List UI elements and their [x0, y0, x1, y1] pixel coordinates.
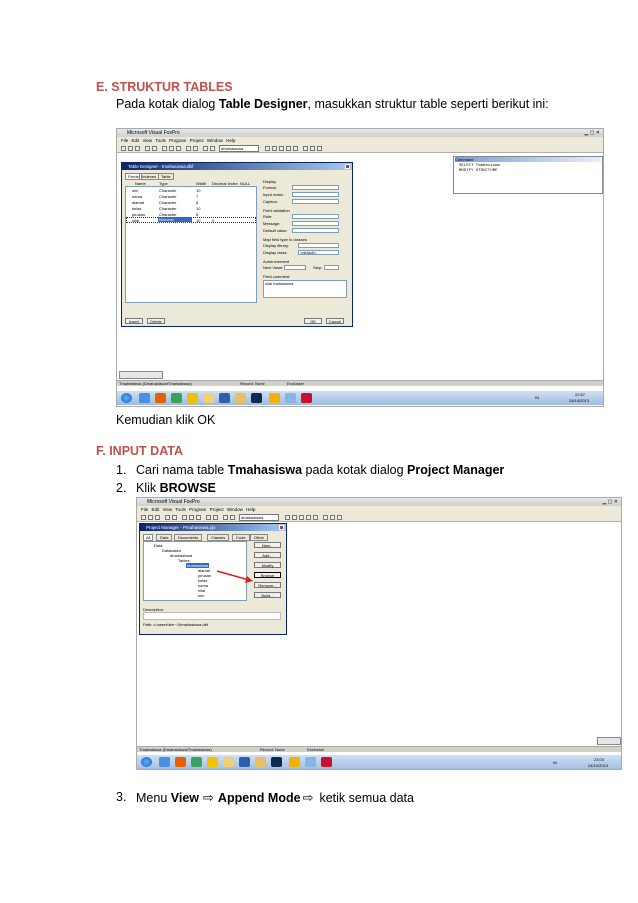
command-title: Command [455, 157, 601, 162]
col-width: Width [196, 181, 207, 186]
tab-other[interactable]: Other [250, 534, 268, 541]
description-label: Description: [143, 607, 165, 612]
open-icon[interactable] [128, 146, 133, 151]
tab-documents[interactable]: Documents [174, 534, 202, 541]
ie-icon[interactable] [139, 393, 150, 403]
status-mid: Record: None [240, 381, 265, 386]
caption-field[interactable] [292, 199, 339, 204]
firefox-icon[interactable] [175, 757, 186, 767]
save-icon[interactable] [135, 146, 140, 151]
after-shot1-text: Kemudian klik OK [116, 413, 216, 427]
step3-number: 3. [116, 790, 127, 804]
field-type: Character [159, 200, 177, 205]
arrow-to-browse-icon [215, 569, 255, 585]
intro-prefix: Pada kotak dialog [116, 97, 219, 111]
col-decimal: Decimal [212, 181, 227, 186]
step1-bold-table: Tmahasiswa [227, 463, 303, 477]
taskbar-language[interactable]: IN [553, 760, 557, 765]
save-icon[interactable] [155, 515, 160, 520]
status-bar [117, 380, 603, 386]
intro-suffix: , masukkan struktur table seperti berikut ini: [307, 97, 549, 111]
paint-icon[interactable] [305, 757, 316, 767]
col-name: Name [135, 181, 146, 186]
field-width: 10 [196, 218, 201, 223]
step1-text [136, 463, 504, 477]
menubar[interactable]: File Edit View Tools Program Project Window Help [117, 137, 603, 144]
tree-item[interactable]: Databases [162, 548, 182, 553]
explorer-icon[interactable] [235, 393, 246, 403]
start-orb-icon[interactable] [141, 757, 152, 767]
step3-bold-append: Append Mode [217, 791, 301, 805]
section-e-heading: E. STRUKTUR TABLES [96, 80, 233, 94]
input-mask-field[interactable] [292, 192, 339, 197]
step3-suffix: ketik semua data [319, 791, 414, 805]
tab-fields[interactable]: Fields [125, 173, 142, 180]
tab-indexes[interactable]: Indexes [139, 173, 159, 180]
status-bar [137, 746, 621, 752]
field-type: Character [159, 188, 177, 193]
next-value-label: Next Value: [263, 265, 284, 270]
step3-bold-view: View [170, 791, 200, 805]
tab-code[interactable]: Code [232, 534, 250, 541]
modify-icon[interactable] [210, 146, 215, 151]
field-name: kelas [132, 206, 142, 211]
foxpro-icon[interactable] [289, 757, 300, 767]
paste-icon[interactable] [196, 515, 201, 520]
command-line: SELECT Tmahasiswa [459, 164, 500, 168]
ok-button[interactable]: OK [304, 318, 322, 324]
builder-icon[interactable] [303, 146, 308, 151]
tree-item[interactable]: jurusan [198, 573, 212, 578]
field-type: Character [159, 206, 177, 211]
paste-icon[interactable] [176, 146, 181, 151]
screenshot-project-manager [136, 497, 622, 770]
step1-mid: pada kotak dialog [302, 463, 408, 477]
run-icon[interactable] [223, 515, 228, 520]
field-type-selected[interactable]: Numeric [158, 217, 192, 222]
foxpro-icon[interactable] [269, 393, 280, 403]
explorer-icon[interactable] [223, 757, 234, 767]
media-icon[interactable] [191, 757, 202, 767]
code-icon[interactable] [293, 146, 298, 151]
intro-bold: Table Designer [218, 97, 308, 111]
status-right: Exclusive [287, 381, 304, 386]
field-comment-value: nilai mahasiswa [265, 281, 294, 286]
col-index: Index [228, 181, 238, 186]
data-session-icon[interactable] [272, 146, 277, 151]
format-label: Format: [263, 185, 277, 190]
step2-prefix: Klik [136, 481, 160, 495]
field-type: Character [159, 194, 177, 199]
tree-item[interactable]: dmahasiswa [170, 553, 193, 558]
report-icon[interactable] [306, 515, 311, 520]
status-right: Exclusive [307, 747, 324, 752]
step3-prefix: Menu [136, 791, 171, 805]
field-name: nim [132, 188, 139, 193]
tree-item[interactable]: nama [198, 583, 209, 588]
step2-number: 2. [116, 481, 127, 495]
field-type: Character [159, 212, 177, 217]
tree-item[interactable]: kelas [198, 578, 208, 583]
builder-icon[interactable] [323, 515, 328, 520]
tree-item[interactable]: nim [198, 593, 205, 598]
message-label: Message: [263, 221, 281, 226]
field-name: jurusan [132, 212, 146, 217]
autoincrement-label: AutoIncrement [263, 259, 290, 264]
clock-time: 22:57 [575, 392, 586, 397]
tree-item[interactable]: alamat [198, 568, 211, 573]
status-left: Tmahasiswa (Dmahasiswa!Tmahasiswa) [119, 381, 192, 386]
chrome-icon[interactable] [207, 757, 218, 767]
field-name: nama [132, 194, 143, 199]
print-icon[interactable] [165, 515, 170, 520]
cut-icon[interactable] [182, 515, 187, 520]
tab-classes[interactable]: Classes [207, 534, 229, 541]
photoshop-icon[interactable] [251, 393, 262, 403]
database-combo[interactable]: dmahasiswa [219, 145, 259, 152]
tree-item-selected[interactable]: tmahasiswa [187, 563, 209, 568]
add-button[interactable]: Add... [254, 552, 281, 558]
col-type: Type [159, 181, 168, 186]
project-manager-dialog [139, 523, 287, 635]
delete-button[interactable]: Delete [147, 318, 165, 324]
form-icon[interactable] [299, 515, 304, 520]
report-icon[interactable] [286, 146, 291, 151]
menubar[interactable]: File Edit View Tools Program Project Window Help [137, 506, 621, 513]
print-icon[interactable] [145, 146, 150, 151]
step-field[interactable] [324, 265, 339, 270]
field-name: nilai [132, 218, 140, 223]
default-label: Default value: [263, 228, 288, 233]
status-mid: Record: None [260, 747, 285, 752]
minimized-window[interactable] [597, 737, 621, 745]
app-titlebar: Microsoft Visual FoxPro [137, 498, 621, 506]
tab-table[interactable]: Table [158, 173, 174, 180]
modify-button[interactable]: Modify [254, 562, 281, 568]
undo-icon[interactable] [186, 146, 191, 151]
message-field[interactable] [292, 221, 339, 226]
tree-item[interactable]: Data [154, 543, 163, 548]
command-window-icon[interactable] [285, 515, 290, 520]
database-combo[interactable]: dmahasiswa [239, 514, 279, 521]
field-comment-label: Field comment: [263, 274, 291, 279]
fields-grid[interactable] [125, 186, 257, 303]
col-null: NULL [240, 181, 251, 186]
rule-label: Rule: [263, 214, 273, 219]
taskbar [117, 391, 603, 405]
display-class-label: Display class: [263, 250, 288, 255]
acrobat-icon[interactable] [321, 757, 332, 767]
remove-button[interactable]: Remove... [254, 582, 281, 588]
minimized-window[interactable] [119, 371, 163, 379]
clock-time: 23:00 [594, 757, 605, 762]
window-controls-icon[interactable]: ▁ ▢ ✕ [602, 499, 618, 505]
toolbar [137, 513, 621, 522]
window-controls-icon[interactable]: ▁ ▢ ✕ [584, 130, 600, 136]
field-decimal: 0 [212, 218, 215, 223]
section-f-heading: F. INPUT DATA [96, 444, 184, 458]
modify-icon[interactable] [230, 515, 235, 520]
data-session-icon[interactable] [292, 515, 297, 520]
close-icon[interactable] [279, 525, 284, 530]
wizard-icon[interactable] [310, 146, 315, 151]
copy-icon[interactable] [169, 146, 174, 151]
description-box [143, 612, 281, 620]
map-label: Map field type to classes [263, 237, 307, 242]
command-window-icon[interactable] [265, 146, 270, 151]
tree-item[interactable]: nilai [198, 588, 206, 593]
run-icon[interactable] [203, 146, 208, 151]
arrow-right-icon: ⇨ [203, 790, 214, 805]
help-icon[interactable] [317, 146, 322, 151]
display-class-value: <default> [300, 250, 317, 255]
step3-text [136, 790, 414, 806]
rule-field[interactable] [292, 214, 339, 219]
tab-data[interactable]: Data [156, 534, 172, 541]
default-field[interactable] [292, 228, 339, 233]
new-icon[interactable] [121, 146, 126, 151]
step2-bold: BROWSE [159, 481, 216, 495]
table-designer-dialog [121, 162, 353, 327]
new-icon[interactable] [141, 515, 146, 520]
display-label: Display [263, 179, 277, 184]
ie-icon[interactable] [159, 757, 170, 767]
preview-icon[interactable] [172, 515, 177, 520]
taskbar [137, 755, 621, 770]
step2-text [136, 481, 216, 495]
step1-bold-dialog: Project Manager [407, 463, 505, 477]
photoshop-icon[interactable] [271, 757, 282, 767]
code-icon[interactable] [313, 515, 318, 520]
media-icon[interactable] [171, 393, 182, 403]
field-width: 8 [196, 212, 199, 217]
field-width: 7 [196, 194, 199, 199]
open-icon[interactable] [148, 515, 153, 520]
path-text: Path: c:\users\ferr~1\tmahasiswa.dbf [143, 622, 209, 627]
browse-button[interactable]: Browse [254, 572, 281, 578]
status-left: Tmahasiswa (Dmahasiswa!Tmahasiswa) [139, 747, 212, 752]
caption-label: Caption: [263, 199, 278, 204]
dialog-title: Project Manager - Pmahasiswa.pjx [140, 524, 286, 531]
help-icon[interactable] [337, 515, 342, 520]
field-width: 10 [196, 206, 201, 211]
next-value-field[interactable] [284, 265, 306, 270]
wizard-icon[interactable] [330, 515, 335, 520]
app-titlebar: Microsoft Visual FoxPro [117, 129, 603, 137]
step1-number: 1. [116, 463, 127, 477]
field-width: 8 [196, 200, 199, 205]
display-library-field[interactable] [298, 243, 339, 248]
step1-prefix: Cari nama table [136, 463, 228, 477]
clock-date: 24/10/2013 [569, 398, 590, 403]
word-icon[interactable] [219, 393, 230, 403]
toolbar [117, 144, 603, 153]
explorer-icon[interactable] [255, 757, 266, 767]
preview-icon[interactable] [152, 146, 157, 151]
display-library-label: Display library: [263, 243, 290, 248]
start-orb-icon[interactable] [121, 393, 132, 403]
new-button[interactable]: New... [254, 542, 281, 548]
tree-item[interactable]: Tables [178, 558, 190, 563]
field-width: 10 [196, 188, 201, 193]
taskbar-language[interactable]: IN [535, 395, 539, 400]
cut-icon[interactable] [162, 146, 167, 151]
paint-icon[interactable] [285, 393, 296, 403]
field-validation-label: Field validation [263, 208, 290, 213]
firefox-icon[interactable] [155, 393, 166, 403]
field-name: alamat [132, 200, 145, 205]
redo-icon[interactable] [213, 515, 218, 520]
clock-date: 24/10/2013 [588, 763, 609, 768]
input-mask-label: Input mask: [263, 192, 284, 197]
word-icon[interactable] [239, 757, 250, 767]
form-icon[interactable] [279, 146, 284, 151]
explorer-icon[interactable] [203, 393, 214, 403]
tab-all[interactable]: All [143, 534, 153, 541]
command-line: MODIFY STRUCTURE [459, 169, 498, 173]
chrome-icon[interactable] [187, 393, 198, 403]
undo-icon[interactable] [206, 515, 211, 520]
section-e-intro [116, 97, 549, 111]
screenshot-table-designer [116, 128, 604, 407]
build-button[interactable]: Build... [254, 592, 281, 598]
dialog-title: Table Designer - tmahasiswa.dbf [122, 163, 352, 170]
arrow-right-icon: ⇨ [302, 790, 314, 805]
redo-icon[interactable] [193, 146, 198, 151]
format-field[interactable] [292, 185, 339, 190]
copy-icon[interactable] [189, 515, 194, 520]
insert-button[interactable]: Insert [125, 318, 143, 324]
acrobat-icon[interactable] [301, 393, 312, 403]
step-label: Step: [313, 265, 323, 270]
close-icon[interactable] [345, 164, 350, 169]
cancel-button[interactable]: Cancel [326, 318, 344, 324]
